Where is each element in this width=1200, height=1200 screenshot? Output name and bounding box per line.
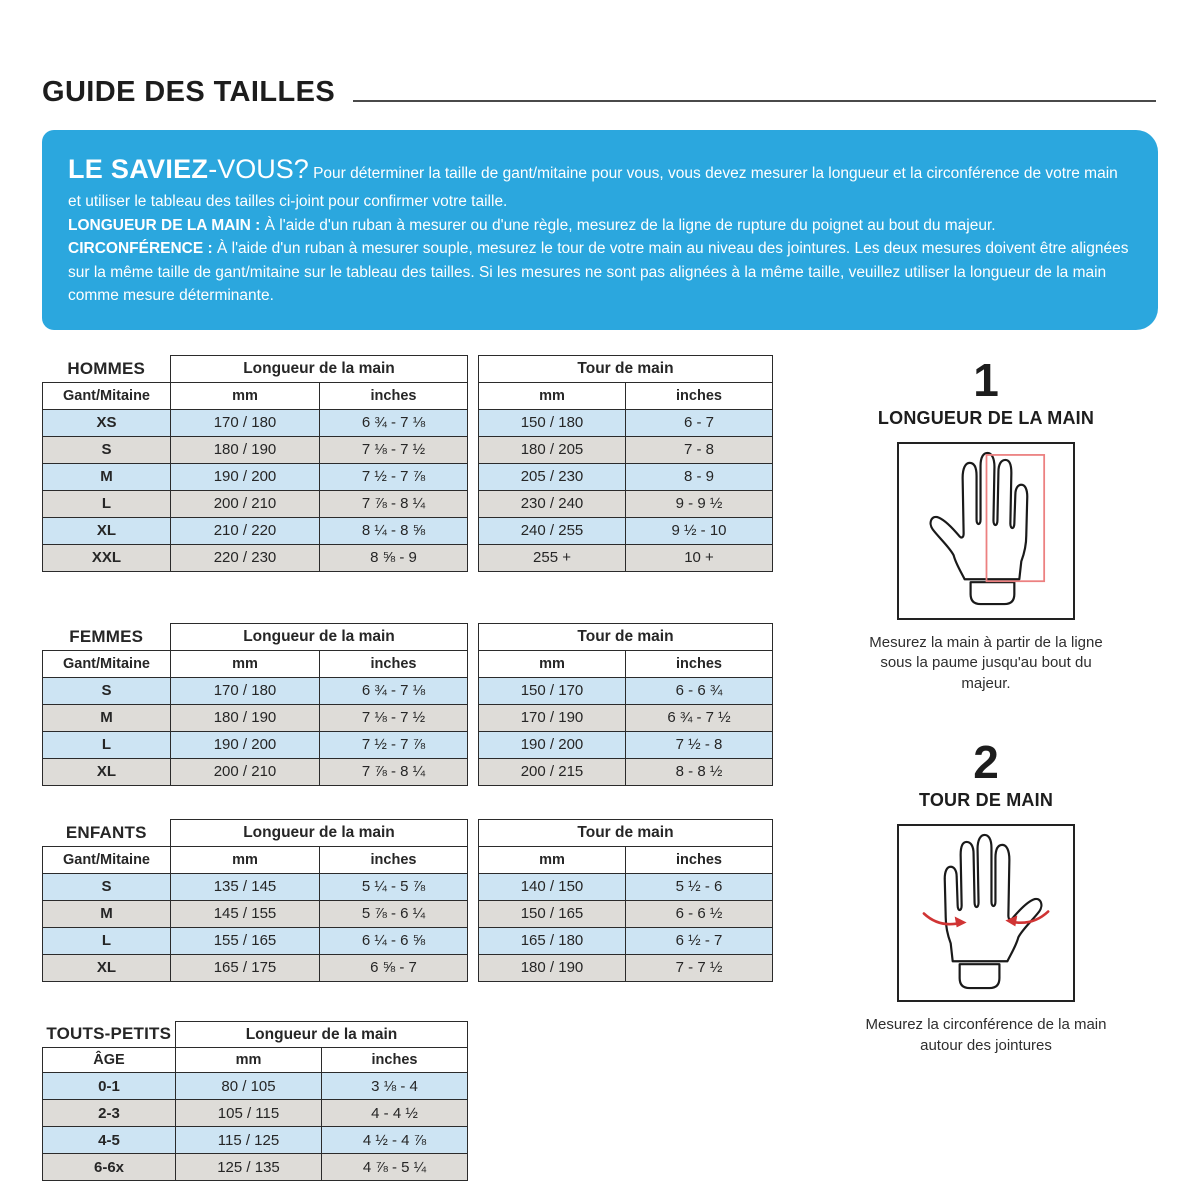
hand-circumference-icon	[899, 826, 1073, 1000]
size-cell: XL	[43, 758, 171, 785]
circumference-mm-cell: 255 +	[479, 544, 626, 571]
length-inches-cell: 7 ⅞ - 8 ¼	[320, 758, 468, 785]
size-row-S	[43, 677, 773, 704]
size-cell: XL	[43, 517, 171, 544]
circumference-inches-cell: 6 ¾ - 7 ½	[626, 704, 773, 731]
circumference-inches-cell: 8 - 9	[626, 463, 773, 490]
length-inches-cell: 6 ¾ - 7 ⅛	[320, 409, 468, 436]
hommes-table-slot	[42, 355, 814, 572]
size-table-femmes	[42, 623, 773, 786]
circumference-mm-cell: 200 / 215	[479, 758, 626, 785]
inches-header: inches	[322, 1048, 468, 1073]
category-label: ENFANTS	[43, 819, 171, 846]
circumference-mm-cell: 180 / 190	[479, 954, 626, 981]
step-1-number: 1	[973, 353, 999, 406]
page-header	[42, 0, 1158, 109]
length-mm-cell: 200 / 210	[171, 758, 320, 785]
length-mm-cell: 155 / 165	[171, 927, 320, 954]
category-label: FEMMES	[43, 623, 171, 650]
circumference-mm-cell: 150 / 165	[479, 900, 626, 927]
length-inches-cell: 6 ⅝ - 7	[320, 954, 468, 981]
length-mm-cell: 165 / 175	[171, 954, 320, 981]
length-inches-cell: 8 ⅝ - 9	[320, 544, 468, 571]
length-inches-cell: 6 ¼ - 6 ⅝	[320, 927, 468, 954]
size-row-0-1	[43, 1073, 468, 1100]
length-inches-cell: 5 ¼ - 5 ⅞	[320, 873, 468, 900]
size-cell: XXL	[43, 544, 171, 571]
size-row-XS	[43, 409, 773, 436]
size-row-6-6x	[43, 1154, 468, 1181]
table-gap	[468, 490, 479, 517]
hand-length-illustration-box	[897, 442, 1075, 620]
circumference-mm-cell: 230 / 240	[479, 490, 626, 517]
table-gap	[468, 355, 479, 382]
length-mm-cell: 125 / 135	[176, 1154, 322, 1181]
length-mm-cell: 170 / 180	[171, 677, 320, 704]
length-mm-cell: 105 / 115	[176, 1100, 322, 1127]
mm-header: mm	[171, 846, 320, 873]
size-row-XL	[43, 517, 773, 544]
length-inches-cell: 3 ⅛ - 4	[322, 1073, 468, 1100]
size-column-header: Gant/Mitaine	[43, 382, 171, 409]
step-1-caption: Mesurez la main à partir de la ligne sous la paume jusqu'au bout du majeur.	[869, 633, 1103, 693]
circumference-inches-cell: 6 - 6 ½	[626, 900, 773, 927]
circumference-inches-cell: 9 ½ - 10	[626, 517, 773, 544]
table-gap	[468, 846, 479, 873]
length-inches-cell: 6 ¾ - 7 ⅛	[320, 677, 468, 704]
inches-header: inches	[320, 382, 468, 409]
size-row-XXL	[43, 544, 773, 571]
size-column-header: Gant/Mitaine	[43, 650, 171, 677]
circumference-mm-cell: 205 / 230	[479, 463, 626, 490]
circumference-inches-cell: 6 - 6 ¾	[626, 677, 773, 704]
length-mm-cell: 115 / 125	[176, 1127, 322, 1154]
hand-length-label: LONGUEUR DE LA MAIN :	[68, 216, 261, 234]
table-gap	[468, 731, 479, 758]
size-row-M	[43, 704, 773, 731]
circumference-mm-cell: 150 / 180	[479, 409, 626, 436]
size-cell: 0-1	[43, 1073, 176, 1100]
size-tables-column	[42, 355, 814, 1182]
table-gap	[468, 544, 479, 571]
circumference-inches-cell: 10 +	[626, 544, 773, 571]
step-1-title: LONGUEUR DE LA MAIN	[877, 407, 1095, 428]
enfants-table-slot	[42, 819, 814, 982]
mm-header: mm	[479, 382, 626, 409]
step-hand-length	[860, 353, 1112, 695]
size-cell: L	[43, 731, 171, 758]
table-gap	[468, 463, 479, 490]
hand-outline	[931, 453, 1028, 579]
size-cell: XS	[43, 409, 171, 436]
banner-heading-bold: LE SAVIEZ	[68, 154, 209, 184]
hand-length-header: Longueur de la main	[176, 1021, 468, 1048]
table-gap	[468, 436, 479, 463]
mm-header: mm	[479, 846, 626, 873]
length-mm-cell: 200 / 210	[171, 490, 320, 517]
banner-intro-paragraph	[68, 149, 1132, 214]
size-row-L	[43, 490, 773, 517]
size-table-enfants	[42, 819, 773, 982]
size-row-L	[43, 927, 773, 954]
size-row-2-3	[43, 1100, 468, 1127]
title-rule	[353, 100, 1156, 102]
size-cell: M	[43, 463, 171, 490]
hand-circumference-header: Tour de main	[479, 819, 773, 846]
length-inches-cell: 7 ½ - 7 ⅞	[320, 731, 468, 758]
inches-header: inches	[320, 650, 468, 677]
size-cell: M	[43, 900, 171, 927]
circumference-inches-cell: 8 - 8 ½	[626, 758, 773, 785]
hand-length-instruction	[68, 214, 1132, 238]
inches-header: inches	[626, 382, 773, 409]
table-gap	[468, 873, 479, 900]
length-mm-cell: 145 / 155	[171, 900, 320, 927]
hand-circumference-illustration-box	[897, 824, 1075, 1002]
circumference-mm-cell: 140 / 150	[479, 873, 626, 900]
table-gap	[468, 409, 479, 436]
length-mm-cell: 180 / 190	[171, 436, 320, 463]
measurement-steps-column	[814, 355, 1158, 1182]
length-mm-cell: 210 / 220	[171, 517, 320, 544]
banner-heading-light: -VOUS?	[208, 154, 309, 184]
table-gap	[468, 382, 479, 409]
size-cell: 2-3	[43, 1100, 176, 1127]
circumference-inches-cell: 6 ½ - 7	[626, 927, 773, 954]
size-row-XL	[43, 758, 773, 785]
table-gap	[468, 677, 479, 704]
step-2-title: TOUR DE MAIN	[918, 789, 1054, 810]
circumference-inches-cell: 7 - 7 ½	[626, 954, 773, 981]
table-gap	[468, 517, 479, 544]
length-inches-cell: 4 ½ - 4 ⅞	[322, 1127, 468, 1154]
size-row-4-5	[43, 1127, 468, 1154]
circumference-label: CIRCONFÉRENCE :	[68, 240, 213, 258]
table-gap	[468, 704, 479, 731]
size-row-S	[43, 873, 773, 900]
size-cell: S	[43, 677, 171, 704]
circumference-inches-cell: 7 ½ - 8	[626, 731, 773, 758]
length-inches-cell: 5 ⅞ - 6 ¼	[320, 900, 468, 927]
table-gap	[468, 954, 479, 981]
length-mm-cell: 190 / 200	[171, 463, 320, 490]
length-inches-cell: 7 ⅞ - 8 ¼	[320, 490, 468, 517]
size-row-XL	[43, 954, 773, 981]
main-content	[42, 355, 1158, 1182]
size-cell: S	[43, 873, 171, 900]
circumference-inches-cell: 6 - 7	[626, 409, 773, 436]
inches-header: inches	[320, 846, 468, 873]
circumference-instruction	[68, 237, 1132, 308]
size-cell: XL	[43, 954, 171, 981]
length-mm-cell: 190 / 200	[171, 731, 320, 758]
femmes-table-slot	[42, 623, 814, 786]
circumference-inches-cell: 7 - 8	[626, 436, 773, 463]
length-inches-cell: 7 ⅛ - 7 ½	[320, 704, 468, 731]
size-cell: 4-5	[43, 1127, 176, 1154]
size-table-hommes	[42, 355, 773, 572]
circumference-text: À l'aide d'un ruban à mesurer souple, mesurez le tour de votre main au niveau des jointures. Les deux mesures doivent être alignées sur la même taille de gant/mitaine sur le tableau des tailles. Si les mesures ne sont pas alignées à la même taille, veuillez utiliser la longueur de la main comme mesure déterminante.	[68, 240, 1129, 305]
circumference-inches-cell: 5 ½ - 6	[626, 873, 773, 900]
mm-header: mm	[171, 382, 320, 409]
circumference-mm-cell: 190 / 200	[479, 731, 626, 758]
did-you-know-banner	[42, 130, 1158, 330]
size-cell: L	[43, 927, 171, 954]
table-gap	[468, 623, 479, 650]
length-inches-cell: 7 ⅛ - 7 ½	[320, 436, 468, 463]
size-column-header: ÂGE	[43, 1048, 176, 1073]
circumference-mm-cell: 240 / 255	[479, 517, 626, 544]
length-mm-cell: 170 / 180	[171, 409, 320, 436]
hand-length-header: Longueur de la main	[171, 355, 468, 382]
length-inches-cell: 4 ⅞ - 5 ¼	[322, 1154, 468, 1181]
circumference-mm-cell: 170 / 190	[479, 704, 626, 731]
length-mm-cell: 80 / 105	[176, 1073, 322, 1100]
size-cell: L	[43, 490, 171, 517]
hand-length-header: Longueur de la main	[171, 623, 468, 650]
hand-circumference-header: Tour de main	[479, 623, 773, 650]
size-cell: M	[43, 704, 171, 731]
inches-header: inches	[626, 846, 773, 873]
banner-intro-text: Pour déterminer la taille de gant/mitaine pour vous, vous devez mesurer la longueur et la circonférence de votre main et utiliser le tableau des tailles ci-joint pour confirmer votre taille.	[68, 165, 1118, 211]
hand-length-text: À l'aide d'un ruban à mesurer ou d'une règle, mesurez de la ligne de rupture du poignet au bout du majeur.	[264, 216, 996, 234]
circumference-inches-cell: 9 - 9 ½	[626, 490, 773, 517]
length-inches-cell: 7 ½ - 7 ⅞	[320, 463, 468, 490]
size-row-L	[43, 731, 773, 758]
category-label: HOMMES	[43, 355, 171, 382]
size-table-touts-petits	[42, 1021, 468, 1182]
size-row-M	[43, 900, 773, 927]
step-2-caption: Mesurez la circonférence de la main autour des jointures	[865, 1015, 1107, 1054]
size-cell: S	[43, 436, 171, 463]
wrist-cuff	[960, 964, 1000, 988]
length-mm-cell: 220 / 230	[171, 544, 320, 571]
hand-circumference-header: Tour de main	[479, 355, 773, 382]
table-gap	[468, 650, 479, 677]
hand-length-header: Longueur de la main	[171, 819, 468, 846]
length-inches-cell: 4 - 4 ½	[322, 1100, 468, 1127]
length-mm-cell: 135 / 145	[171, 873, 320, 900]
wrist-cuff	[971, 582, 1015, 604]
length-inches-cell: 8 ¼ - 8 ⅝	[320, 517, 468, 544]
circumference-mm-cell: 150 / 170	[479, 677, 626, 704]
mm-header: mm	[171, 650, 320, 677]
hand-outline	[945, 835, 1042, 961]
size-row-S	[43, 436, 773, 463]
mm-header: mm	[479, 650, 626, 677]
mm-header: mm	[176, 1048, 322, 1073]
table-gap	[468, 758, 479, 785]
circumference-mm-cell: 180 / 205	[479, 436, 626, 463]
circumference-mm-cell: 165 / 180	[479, 927, 626, 954]
touts-petits-table-slot	[42, 1021, 814, 1182]
length-mm-cell: 180 / 190	[171, 704, 320, 731]
table-gap	[468, 900, 479, 927]
table-gap	[468, 819, 479, 846]
size-row-M	[43, 463, 773, 490]
size-column-header: Gant/Mitaine	[43, 846, 171, 873]
hand-length-icon	[899, 444, 1073, 618]
step-hand-circumference	[860, 735, 1112, 1056]
category-label: TOUTS-PETITS	[43, 1021, 176, 1048]
step-2-number: 2	[973, 735, 999, 788]
table-gap	[468, 927, 479, 954]
page-title: GUIDE DES TAILLES	[42, 76, 336, 108]
size-cell: 6-6x	[43, 1154, 176, 1181]
inches-header: inches	[626, 650, 773, 677]
